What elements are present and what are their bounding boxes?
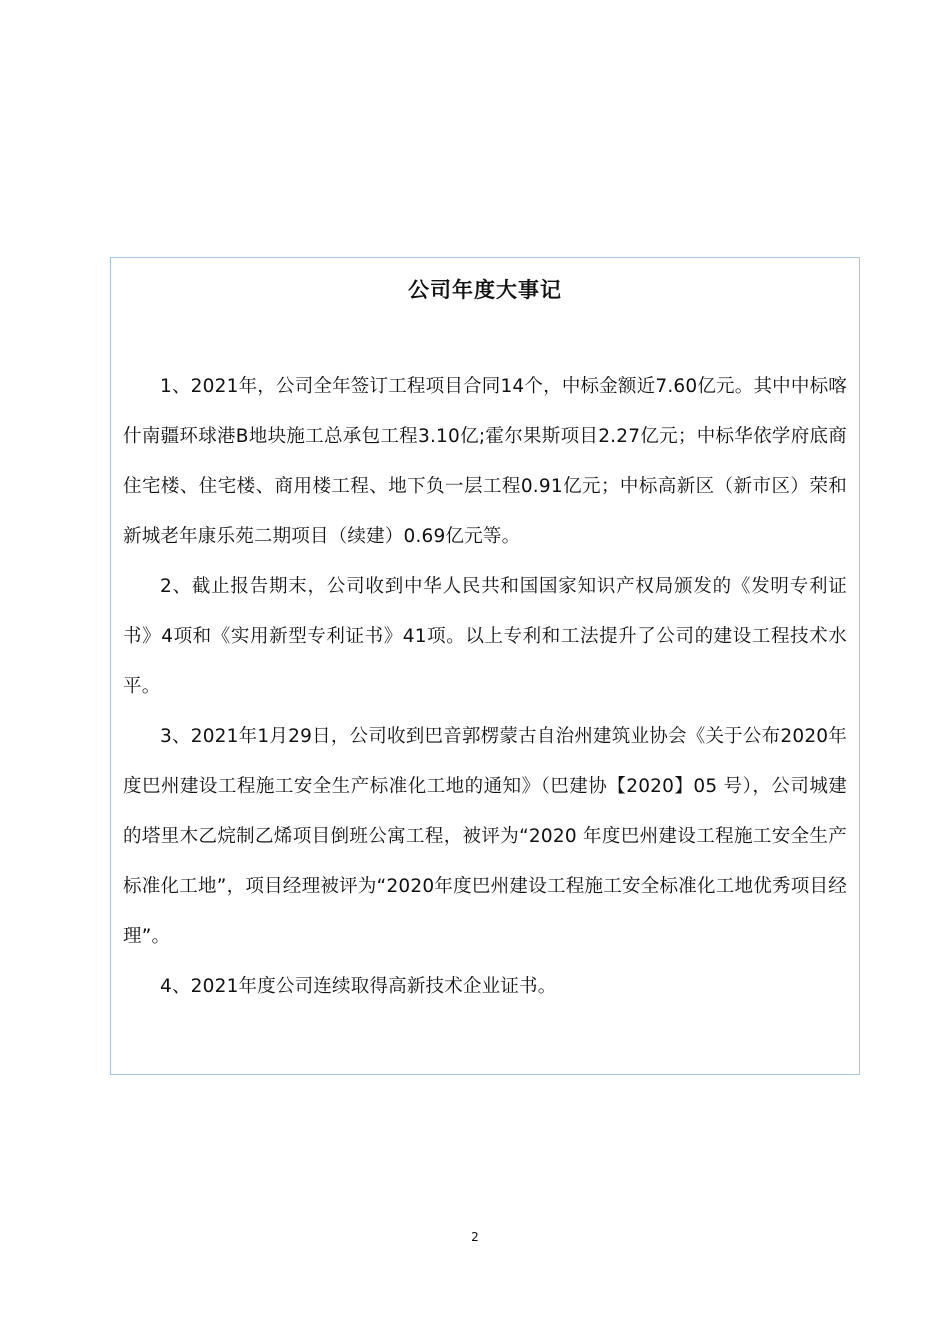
event-paragraph-2: 2、截止报告期末，公司收到中华人民共和国国家知识产权局颁发的《发明专利证书》4项和《实用新型专利证书》41项。以上专利和工法提升了公司的建设工程技术水平。 xyxy=(123,576,847,697)
section-title: 公司年度大事记 xyxy=(408,278,562,302)
page-number: 2 xyxy=(471,1230,479,1244)
events-box xyxy=(110,257,860,1075)
event-paragraph-3: 3、2021年1月29日，公司收到巴音郭楞蒙古自治州建筑业协会《关于公布2020年度巴州建设工程施工安全生产标准化工地的通知》（巴建协【2020】05 号），公司城建的塔里木乙烷制乙烯项目倒班公寓工程，被评为“2020 年度巴州建设工程施工安全生产标准化工地”，项目经理被评为“2020年度巴州建设工程施工安全标准化工地优秀项目经理”。 xyxy=(123,726,847,947)
events-list xyxy=(123,362,847,1012)
event-paragraph-4: 4、2021年度公司连续取得高新技术企业证书。 xyxy=(160,976,557,997)
event-paragraph-1: 1、2021年，公司全年签订工程项目合同14个，中标金额近7.60亿元。其中中标喀什南疆环球港B地块施工总承包工程3.10亿;霍尔果斯项目2.27亿元；中标华依学府底商住宅楼、住宅楼、商用楼工程、地下负一层工程0.91亿元；中标高新区（新市区）荣和新城老年康乐苑二期项目（续建）0.69亿元等。 xyxy=(123,376,847,547)
